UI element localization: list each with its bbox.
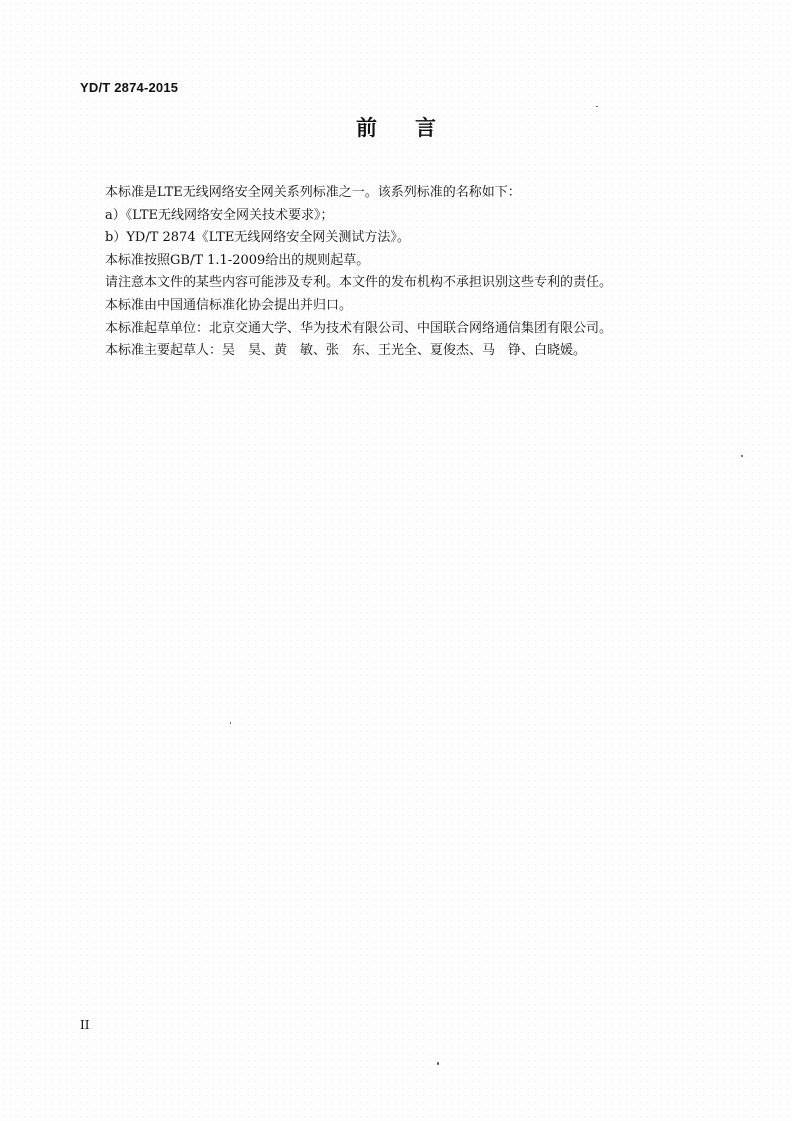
list-item-b: b）YD/T 2874《LTE无线网络安全网关测试方法》。	[105, 230, 410, 246]
paragraph-series-intro: 本标准是LTE无线网络安全网关系列标准之一。该系列标准的名称如下：	[105, 185, 521, 200]
section-title: 前言	[356, 116, 474, 140]
list-item-a: a）《LTE无线网络安全网关技术要求》；	[105, 207, 334, 223]
scan-speck	[437, 1062, 439, 1065]
foreword-content	[105, 182, 725, 363]
paragraph-drafting-rules: 本标准按照GB/T 1.1-2009给出的规则起草。	[105, 252, 370, 268]
document-code: YD/T 2874-2015	[80, 80, 179, 95]
scan-speck	[230, 722, 231, 724]
paragraph-proposer: 本标准由中国通信标准化协会提出并归口。	[105, 297, 353, 313]
paragraph-patent-notice: 请注意本文件的某些内容可能涉及专利。本文件的发布机构不承担识别这些专利的责任。	[105, 275, 613, 291]
paragraph-drafting-units: 本标准起草单位：北京交通大学、华为技术有限公司、中国联合网络通信集团有限公司。	[105, 320, 613, 336]
paragraph-drafters: 本标准主要起草人：吴 昊、黄 敏、张 东、王光全、夏俊杰、马 铮、白晓媛。	[105, 343, 587, 359]
scan-speck	[596, 106, 598, 107]
page-number: II	[80, 1018, 90, 1032]
scan-speck	[741, 455, 743, 457]
